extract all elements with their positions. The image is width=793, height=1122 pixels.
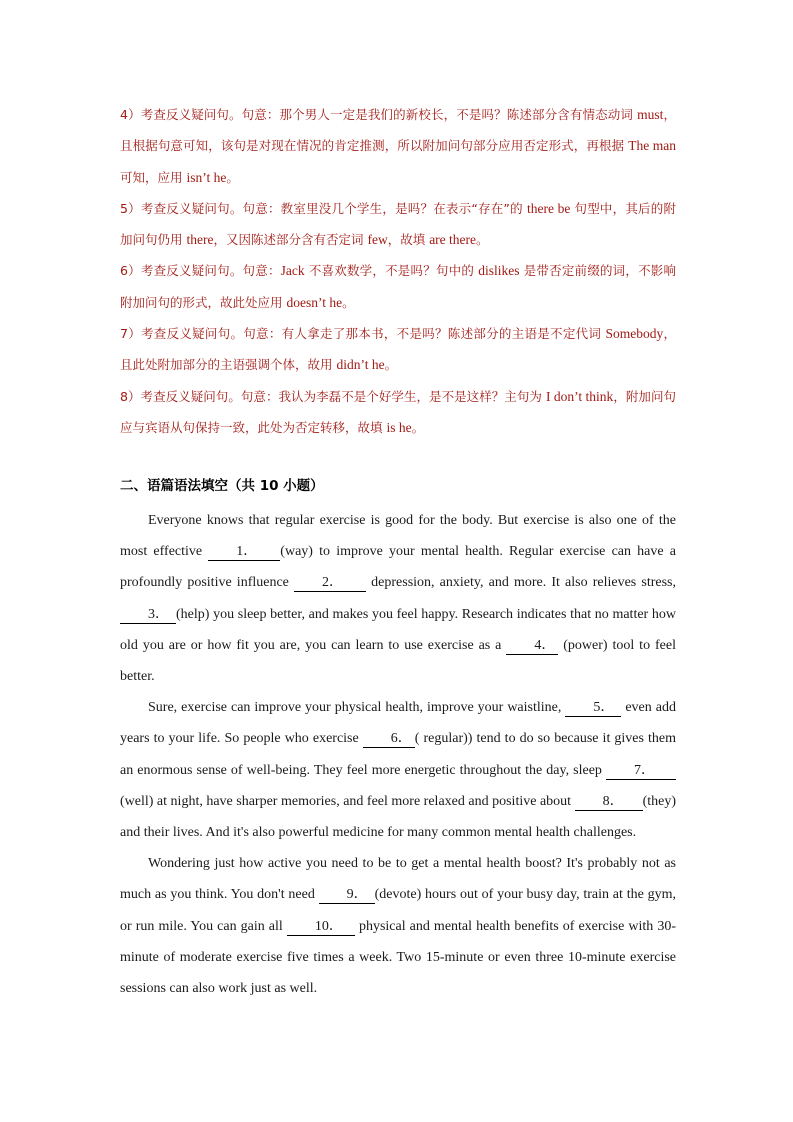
answer-item-5: 5）考查反义疑问句。句意：教室里没几个学生，是吗？在表示“存在”的 there be 句型中，其后的附加问句仍用 there，又因陈述部分含有否定词 few，故填 are there。	[120, 200, 676, 248]
passage-paragraph-3: Wondering just how active you need to be to get a mental health boost? It's probably not as much as you think. You don't need 9． (devote) hours out of your busy day, train at the gym, or run mile. You can gain all 10． physical and mental health benefits of exercise with 30-minute of moderate exercise five times a week. Two 15-minute or even three 10-minute exercise sessions can also work just as well.	[120, 856, 677, 997]
blank-4[interactable]: 4．	[506, 638, 558, 655]
passage-paragraph-1: Everyone knows that regular exercise is good for the body. But exercise is also one of the most effective 1． (way) to improve your mental health. Regular exercise can have a profoundly positive influence 2． depression, anxiety, and more. It also relieves stress, 3． (help) you sleep better, and makes you feel happy. Research indicates that no matter how old you are or how fit you are, you can learn to use exercise as a 4． (power) tool to feel better.	[120, 513, 676, 685]
answer-item-8: 8）考查反义疑问句。句意：我认为李磊不是个好学生，是不是这样？主句为 I don’t think，附加问句应与宾语从句保持一致，此处为否定转移，故填 is he。	[120, 388, 676, 435]
answer-explanations	[120, 99, 676, 443]
blank-10[interactable]: 10．	[287, 919, 355, 936]
blank-5[interactable]: 5．	[565, 700, 621, 717]
blank-6[interactable]: 6．	[363, 731, 415, 748]
blank-7[interactable]: 7．	[606, 763, 676, 780]
cloze-passage	[120, 505, 676, 1004]
blank-9[interactable]: 9．	[319, 887, 375, 904]
blank-8[interactable]: 8．	[575, 794, 643, 811]
passage-paragraph-2: Sure, exercise can improve your physical health, improve your waistline, 5． even add years to your life. So people who exercise 6． ( regular)) tend to do so because it gives them an enormous sense of well-being. They feel more energetic throughout the day, sleep 7． (well) at night, have sharper memories, and feel more relaxed and positive about 8． (they) and their lives. And it's also powerful medicine for many common mental health challenges.	[120, 700, 676, 841]
answer-item-6: 6）考查反义疑问句。句意：Jack 不喜欢数学，不是吗？句中的 dislikes 是带否定前缀的词，不影响附加问句的形式，故此处应用 doesn’t he。	[120, 263, 676, 310]
blank-3[interactable]: 3．	[120, 607, 176, 624]
blank-2[interactable]: 2．	[294, 575, 366, 592]
blank-1[interactable]: 1．	[208, 544, 280, 561]
answer-item-7: 7）考查反义疑问句。句意：有人拿走了那本书，不是吗？陈述部分的主语是不定代词 Somebody，且此处附加部分的主语强调个体，故用 didn’t he。	[120, 326, 676, 373]
answer-item-4: 4）考查反义疑问句。句意：那个男人一定是我们的新校长，不是吗？陈述部分含有情态动词 must，且根据句意可知，该句是对现在情况的肯定推测，所以附加问句部分应用否定形式，再根据 The man 可知，应用 isn’t he。	[120, 107, 676, 185]
section-title: 二、语篇语法填空（共 10 小题）	[120, 478, 324, 494]
